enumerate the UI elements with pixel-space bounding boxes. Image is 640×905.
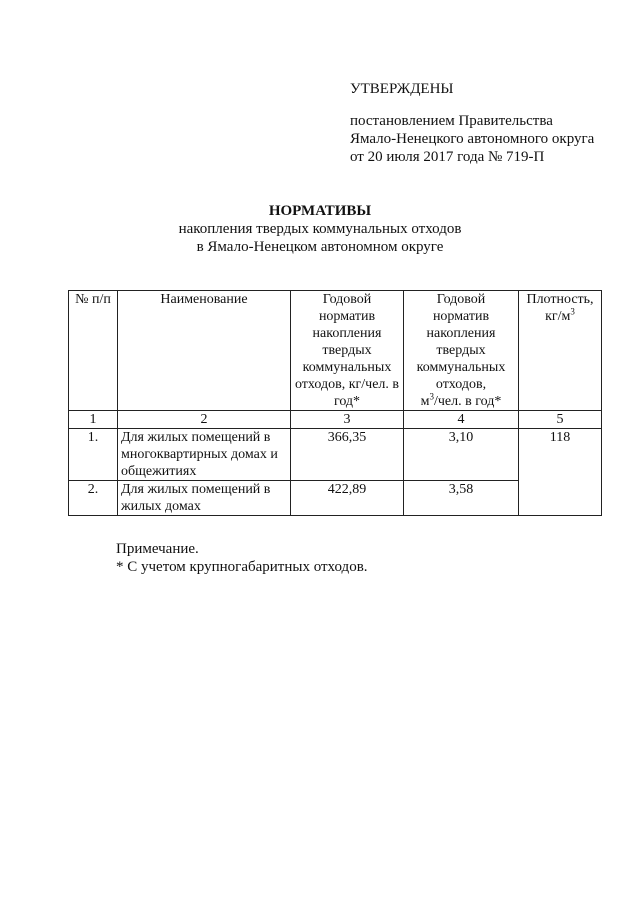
header-m3-unit-pre: м [420,394,430,409]
header-m3-unit-post: /чел. в год* [434,394,502,409]
note-text: * С учетом крупногабаритных отходов. [116,559,368,575]
norms-table [68,290,602,516]
row-kg-value: 366,35 [291,429,404,481]
header-m3-norm [404,291,519,411]
row-number: 2. [69,481,118,516]
density-value: 118 [519,429,602,516]
header-kg-norm: Годовой норматив накопления твердых коммунальных отходов, кг/чел. в год* [291,291,404,411]
header-density-sup: 3 [570,306,575,317]
column-number: 1 [69,411,118,429]
header-m3-unit-sup: 3 [429,391,434,402]
note-block [116,540,368,576]
header-name: Наименование [118,291,291,411]
approval-line-3: от 20 июля 2017 года № 719-П [350,149,545,165]
document-subtitle-2: в Ямало-Ненецком автономном округе [196,239,444,255]
header-density [519,291,602,411]
row-name: Для жилых помещений в жилых домах [118,481,291,516]
column-number: 2 [118,411,291,429]
row-m3-value: 3,10 [404,429,519,481]
table-row [69,429,602,481]
document-subtitle-1: накопления твердых коммунальных отходов [178,221,462,237]
column-number: 3 [291,411,404,429]
approval-line-2: Ямало-Ненецкого автономного округа [350,131,595,147]
document-heading [0,202,640,256]
column-numbering-row [69,411,602,429]
row-m3-value: 3,58 [404,481,519,516]
column-number: 4 [404,411,519,429]
column-number: 5 [519,411,602,429]
table-header-row [69,291,602,411]
document-title: НОРМАТИВЫ [268,203,372,219]
header-number: № п/п [69,291,118,411]
approval-stamp: УТВЕРЖДЕНЫ [350,81,454,97]
approval-line-1: постановлением Правительства [350,113,553,129]
note-label: Примечание. [116,541,199,557]
header-density-text: Плотность, кг/м [526,292,594,324]
row-number: 1. [69,429,118,481]
approval-block [350,80,594,166]
header-m3-norm-main: Годовой норматив накопления твердых коммунальных отходов, [416,292,506,392]
row-kg-value: 422,89 [291,481,404,516]
row-name: Для жилых помещений в многоквартирных домах и общежитиях [118,429,291,481]
